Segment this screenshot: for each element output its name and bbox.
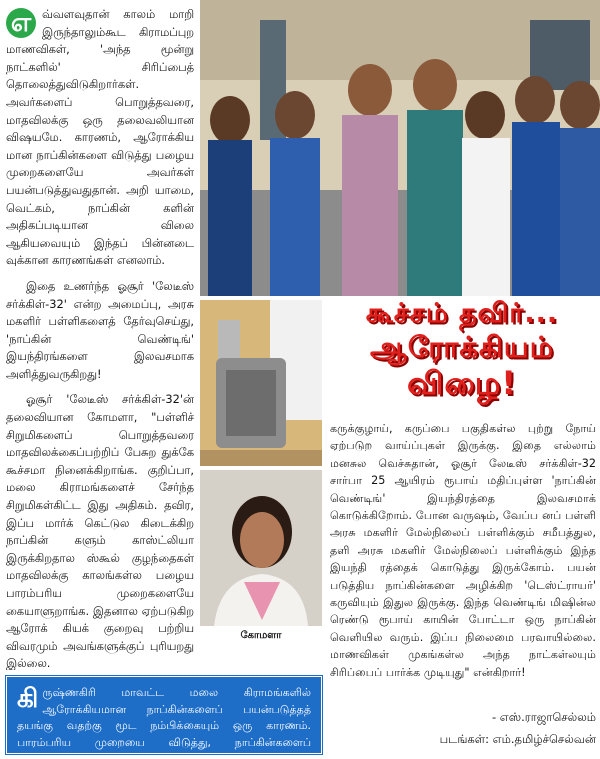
right-article-column — [330, 420, 596, 700]
group-photo — [200, 0, 600, 296]
portrait-caption: கோமளா — [240, 630, 282, 641]
author-credit: - எஸ்.ராஜாசெல்லம் — [492, 710, 596, 724]
headline-line-2: ஆரோக்கியம் — [370, 330, 554, 365]
intro-paragraph: எ வ்வளவுதான் காலம் மாறி இருந்தாலும்கூட கிராமப்புற மாணவிகள், 'அந்த மூன்று நாட்களில்' சிரிப்பைத் தொலைத்துவிடுகிறார்கள். அவர்களைப் பொறுத்தவரை, மாதவிலக்கு ஒரு தலைவலியான விஷயமே. காரணம், ஆரோக்கிய மான நாப்கின்களை விடுத்து பழைய முறைகளையே அவர்கள் பயன்படுத்துவதுதான். அறி யாமை, வெட்கம், நாப்கின் களின் அதிகப்படியான விலை ஆகியவையும் இந்தப் பின்னடை வுக்கான காரணங்கள் எனலாம். — [6, 7, 194, 268]
right-paragraph: கருக்குழாய், கருப்பை பகுதிகள்ல புற்று நோய் ஏற்படுற வாய்ப்புகள் இருக்கு. இதை எல்லாம் மனசுல வெச்சுதான், ஓசூர் லேடீஸ் சர்க்கிள்-32 சார்பா 25 ஆயிரம் ரூபாய் மதிப்புள்ள 'நாப்கின் வெண்டிங்' இயந்திரத்தை இலவசமாக் கொடுக்கிறோம். போன வருஷம், வேப்ப னப் பள்ளி அரசு மகளிர் மேல்நிலைப் பள்ளிக்கும் சமீபத்துல, தளி அரசு மகளிர் மேல்நிலைப் பள்ளிக்கும் இந்த இயந்தி ரத்தைக் கொடுத்து இருக்கோம். பயன் படுத்திய நாப்கின்களை அழிக்கிற 'டெஸ்ட்ராயர்' கருவியும் இதுல இருக்கு. இந்த வெண்டிங் மிஷின்ல ரெண்டு ரூபாய் காயின் போட்டா ஒரு நாப்கின் வெளியில வரும். இப்ப நிலைமை பரவாயில்லை. மாணவிகள் முகங்கள்ல அந்த நாட்கள்லயும் சிரிப்பைப் பார்க்க முடியுது" என்கிறார்! — [330, 422, 596, 679]
paragraph-2: இதை உணர்ந்த ஓசூர் 'லேடீஸ் சர்க்கிள்-32' என்ற அமைப்பு, அரசு மகளிர் பள்ளிகளைத் தேர்வுசெய்து, 'நாப்கின் வெண்டிங்' இயந்திரங்களை இலவசமாக அளித்துவருகிறது! — [6, 278, 194, 381]
paragraph-3: ஓசூர் 'லேடீஸ் சர்க்கிள்-32'ன் தலைவியான கோமளா, "பள்ளிச் சிறுமிகளைப் பொறுத்தவரை மாதவிலக்கைப்பற்றிப் பேசுற துக்கே கூச்சமா நினைக்கிறாங்க. குறிப்பா, மலை கிராமங்களைச் சேர்ந்த சிறுமிகள்கிட்ட இது அதிகம். தவிர, இப்ப மார்க் கெட்டுல கிடைக்கிற நாப்கின் களும் காஸ்ட்லியா இருக்கிறதால ஸ்கூல் குழந்தைகள் மாதவிலக்கு காலங்கள்ல பழைய பாரம்பரிய முறைகளையே கையாளுறாங்க. இதனால ஏற்படுகிற ஆரோக் கியக் குறைவு பற்றிய விவரமும் அவங்களுக்குப் புரியறது இல்லை. — [6, 392, 194, 670]
komala-portrait-photo — [200, 470, 322, 626]
byline — [330, 710, 596, 748]
sidebar-drop-char: கி — [17, 684, 39, 714]
left-article-column — [6, 6, 194, 670]
photo-credit: படங்கள்: எம்.தமிழ்ச்செல்வன் — [439, 732, 596, 746]
headline-line-1: கூச்சம் தவிர்... — [365, 298, 559, 329]
sidebar-text: ருஷ்ணகிரி மாவட்ட மலை கிராமங்களில் ஆரோக்கியமான நாப்கின்களைப் பயன்படுத்தத் தயங்கு வதற்கு மூட நம்பிக்கையும் ஒரு காரணம். பாரம்பரிய முறையை விடுத்து, நாப்கின்களைப் — [17, 686, 311, 749]
headline — [328, 300, 596, 400]
superstition-sidebar-box — [4, 674, 324, 756]
headline-line-3: விழை! — [406, 363, 518, 402]
drop-cap: எ — [6, 8, 36, 38]
vending-machine-photo — [200, 300, 322, 466]
